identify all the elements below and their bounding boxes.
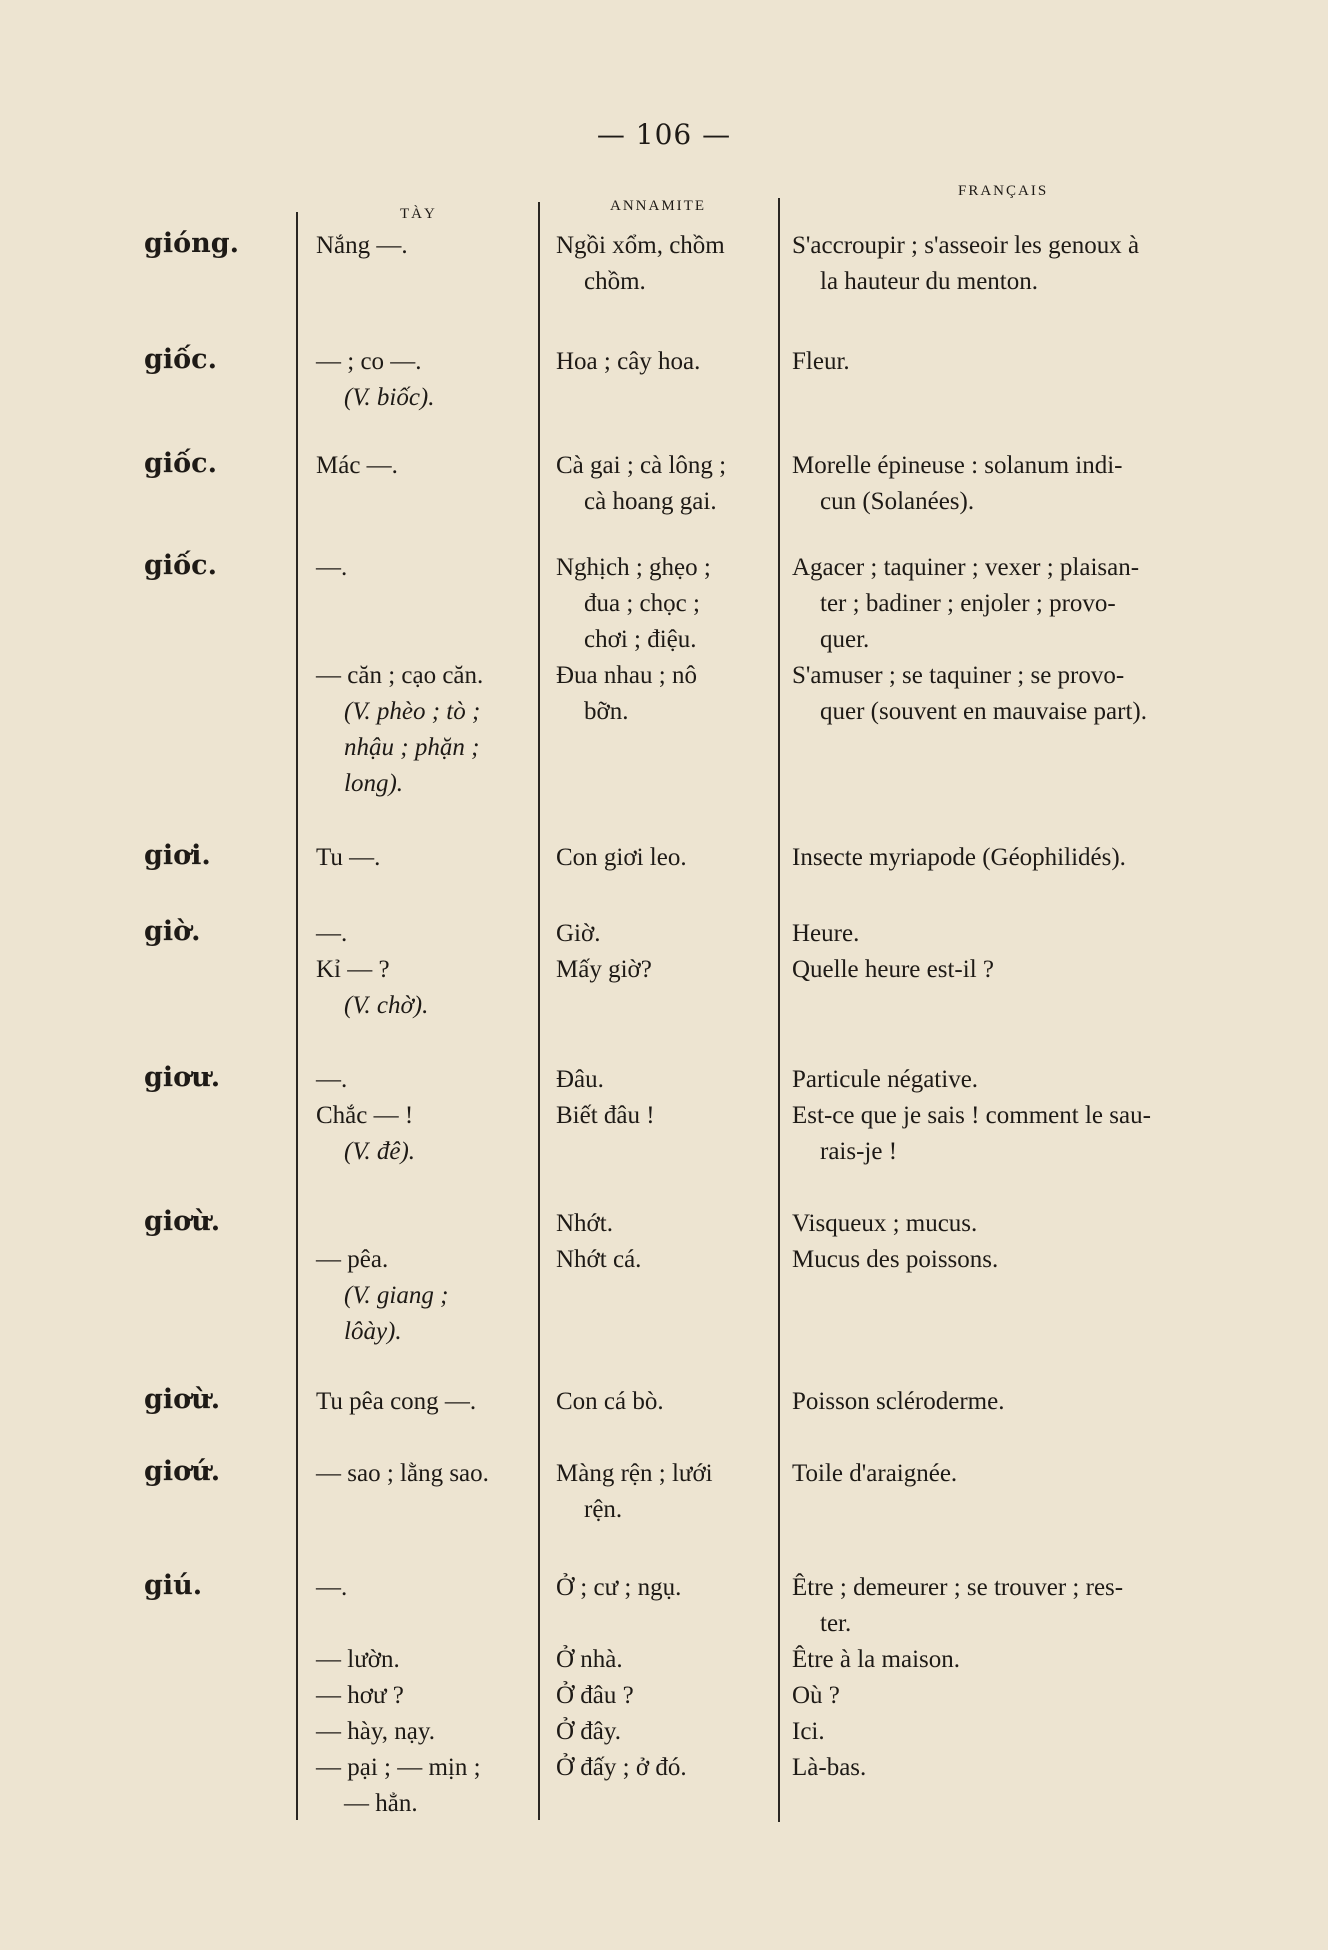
annamite-cell-line: Nghịch ; ghẹo ; [556,554,711,581]
annamite-cell-line: Nhớt cá. [556,1246,642,1273]
tay-cell [316,1570,536,1822]
tay-cell-line: — ; co —. [316,348,422,375]
tay-cell-line: lôày). [344,1318,402,1345]
page-number: — 106 — [596,118,732,151]
annamite-cell [556,1570,776,1786]
tay-cell-line: Nắng —. [316,232,408,259]
tay-cell-line: —. [316,920,348,947]
francais-cell-line: la hauteur du menton. [820,268,1038,295]
tay-cell-line [316,586,536,622]
annamite-cell [556,1456,776,1528]
column-rule-middle [538,202,540,1820]
header-tay: TÀY [400,206,437,222]
francais-cell-line: Morelle épineuse : solanum indi- [792,452,1123,479]
headword: giơừ. [144,1206,221,1237]
francais-cell-line: Quelle heure est-il ? [792,956,994,983]
tay-cell-line: (V. phèo ; tò ; [344,698,481,725]
annamite-cell-line: Giờ. [556,920,601,947]
tay-cell [316,1384,536,1420]
tay-cell-line [316,1606,536,1642]
annamite-cell-line: chồm. [584,268,646,295]
column-rule-right [778,198,780,1822]
annamite-cell-line: Nhớt. [556,1210,613,1237]
francais-cell [792,1206,1252,1278]
francais-cell-line: Mucus des poissons. [792,1246,999,1273]
annamite-cell-line [556,1606,776,1642]
annamite-cell [556,550,776,730]
annamite-cell-line: Mấy giờ? [556,956,652,983]
francais-cell-line: ter. [820,1610,852,1637]
tay-cell-line: Kỉ — ? [316,956,390,983]
annamite-cell [556,448,776,520]
annamite-cell-line: Ngồi xổm, chồm [556,232,725,259]
column-rule-left [296,212,298,1820]
francais-cell-line: Toile d'araignée. [792,1460,958,1487]
francais-cell-line: Fleur. [792,348,850,375]
francais-cell-line: Agacer ; taquiner ; vexer ; plaisan- [792,554,1140,581]
annamite-cell-line: rện. [584,1496,623,1523]
annamite-cell-line: cà hoang gai. [584,488,717,515]
tay-cell-line: — lườn. [316,1646,400,1673]
headword: giơư. [144,1062,221,1093]
annamite-cell [556,916,776,988]
francais-cell-line: Ici. [792,1718,825,1745]
tay-cell [316,228,536,264]
headword: giờ. [144,916,201,947]
francais-cell-line: quer. [820,626,870,653]
annamite-cell-line: Hoa ; cây hoa. [556,348,701,375]
annamite-cell [556,228,776,300]
francais-cell [792,1062,1252,1170]
annamite-cell [556,1384,776,1420]
annamite-cell [556,344,776,380]
annamite-cell-line: bỡn. [584,698,629,725]
tay-cell-line: (V. đê). [344,1138,416,1165]
francais-cell [792,448,1252,520]
annamite-cell-line: Đua nhau ; nô [556,662,697,689]
francais-cell-line: ter ; badiner ; enjoler ; provo- [820,590,1116,617]
tay-cell-line: — hẳn. [344,1790,418,1817]
tay-cell-line: Tu pêa cong —. [316,1388,477,1415]
francais-cell-line: S'amuser ; se taquiner ; se provo- [792,662,1125,689]
francais-cell [792,1456,1252,1492]
headword: giốc. [144,344,217,375]
annamite-cell-line: Con cá bò. [556,1388,664,1415]
annamite-cell-line: Con giơi leo. [556,844,687,871]
annamite-cell-line: Cà gai ; cà lông ; [556,452,727,479]
header-francais: FRANÇAIS [958,183,1049,199]
francais-cell-line: Insecte myriapode (Géophilidés). [792,844,1126,871]
headword: giú. [144,1570,203,1601]
headword: gióng. [144,228,240,259]
tay-cell [316,1062,536,1170]
tay-cell-line: Chắc — ! [316,1102,414,1129]
annamite-cell-line: Ở đâu ? [556,1682,634,1709]
annamite-cell-line: Ở nhà. [556,1646,623,1673]
headword: giốc. [144,550,217,581]
tay-cell [316,1456,536,1492]
tay-cell-line: — hày, nạy. [316,1718,435,1745]
tay-cell [316,344,536,416]
francais-cell [792,228,1252,300]
francais-cell-line: Poisson scléroderme. [792,1388,1005,1415]
headword: giốc. [144,448,217,479]
annamite-cell-line: Đâu. [556,1066,604,1093]
francais-cell [792,840,1252,876]
tay-cell-line: —. [316,1066,348,1093]
tay-cell-line: (V. biốc). [344,384,435,411]
tay-cell-line: (V. giang ; [344,1282,449,1309]
annamite-cell-line: Biết đâu ! [556,1102,655,1129]
tay-cell-line [316,622,536,658]
francais-cell-line: cun (Solanées). [820,488,975,515]
francais-cell [792,344,1252,380]
francais-cell-line: Là-bas. [792,1754,867,1781]
tay-cell-line: — pêa. [316,1246,389,1273]
annamite-cell-line: Ở đây. [556,1718,622,1745]
tay-cell-line: —. [316,554,348,581]
francais-cell-line: Particule négative. [792,1066,979,1093]
francais-cell-line: rais-je ! [820,1138,898,1165]
francais-cell-line: Où ? [792,1682,840,1709]
francais-cell-line: Heure. [792,920,860,947]
tay-cell-line: — pại ; — mịn ; [316,1754,481,1781]
annamite-cell [556,840,776,876]
francais-cell-line: Être ; demeurer ; se trouver ; res- [792,1574,1124,1601]
francais-cell-line: quer (souvent en mauvaise part). [820,698,1147,725]
tay-cell [316,840,536,876]
tay-cell-line: — hơư ? [316,1682,404,1709]
francais-cell-line: Est-ce que je sais ! comment le sau- [792,1102,1151,1129]
tay-cell-line: —. [316,1574,348,1601]
tay-cell-line: — căn ; cạo căn. [316,662,484,689]
annamite-cell-line: đua ; chọc ; [584,590,700,617]
francais-cell-line: Être à la maison. [792,1646,960,1673]
tay-cell-line: — sao ; lằng sao. [316,1460,489,1487]
headword: giơứ. [144,1456,221,1487]
tay-cell-line: Tu —. [316,844,381,871]
tay-cell [316,916,536,1024]
annamite-cell-line: chơi ; điệu. [584,626,697,653]
annamite-cell-line: Màng rện ; lưới [556,1460,713,1487]
annamite-cell [556,1206,776,1278]
tay-cell-line: (V. chờ). [344,992,429,1019]
annamite-cell-line: Ở đấy ; ở đó. [556,1754,687,1781]
header-annamite: ANNAMITE [610,198,706,214]
tay-cell-line [316,1206,536,1242]
francais-cell [792,550,1252,730]
tay-cell [316,448,536,484]
annamite-cell [556,1062,776,1134]
francais-cell-line: S'accroupir ; s'asseoir les genoux à [792,232,1140,259]
francais-cell-line: Visqueux ; mucus. [792,1210,978,1237]
tay-cell-line: long). [344,770,404,797]
tay-cell-line: Mác —. [316,452,398,479]
tay-cell-line: nhậu ; phặn ; [344,734,480,761]
headword: giơi. [144,840,211,871]
annamite-cell-line: Ở ; cư ; ngụ. [556,1574,682,1601]
francais-cell [792,916,1252,988]
tay-cell [316,1206,536,1350]
tay-cell [316,550,536,802]
francais-cell [792,1570,1252,1786]
francais-cell [792,1384,1252,1420]
headword: giơừ. [144,1384,221,1415]
